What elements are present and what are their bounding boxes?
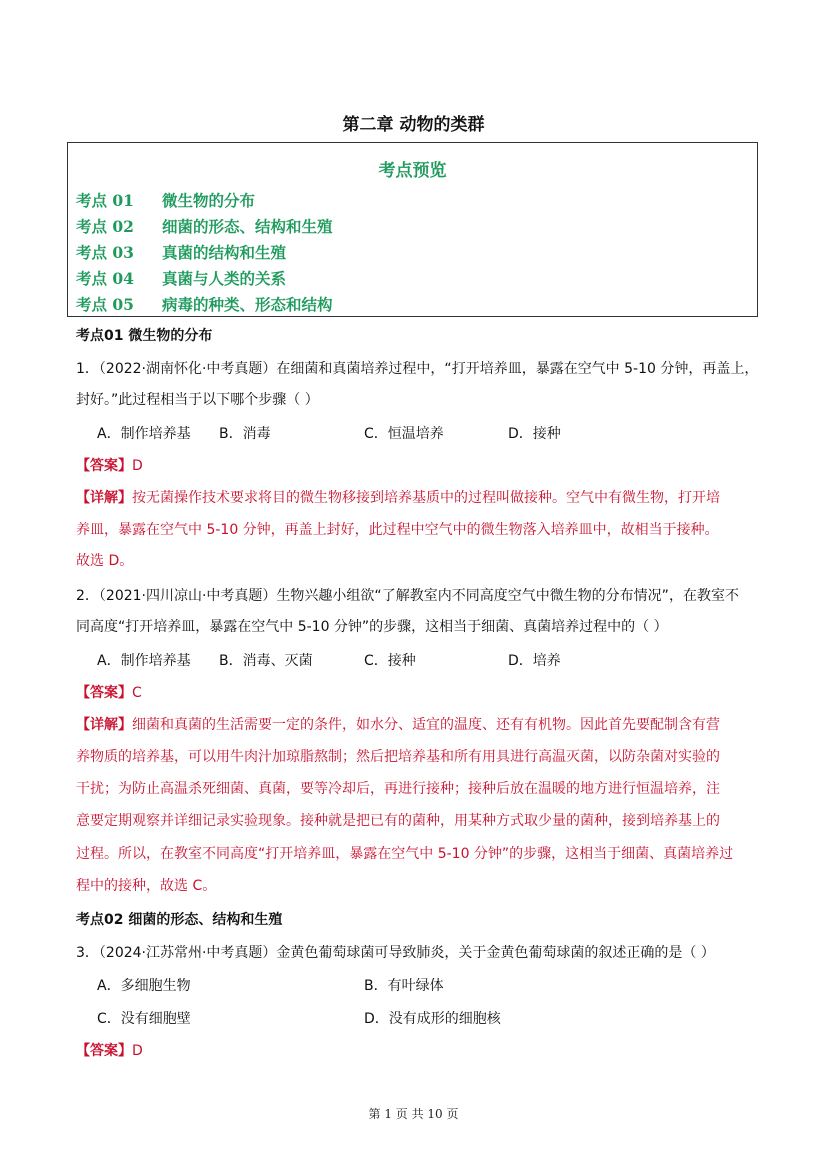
preview-item-label: 考点 04 — [76, 269, 134, 288]
section-heading: 考点02 细菌的形态、结构和生殖 — [76, 912, 283, 928]
answer-value: D — [132, 1043, 143, 1059]
detail-text: 按无菌操作技术要求将目的微生物移接到培养基质中的过程叫做接种。空气中有微生物，打开培 — [132, 490, 720, 506]
question-2-stem: 2．（2021·四川凉山·中考真题）生物兴趣小组欲“了解教室内不同高度空气中微生物的分布情况”，在教室不 — [76, 588, 739, 604]
preview-item-text: 真菌与人类的关系 — [162, 269, 287, 288]
answer-value: C — [132, 685, 142, 701]
answer-value: D — [132, 458, 143, 474]
question-2-option-a: A．制作培养基 — [97, 653, 191, 669]
question-1-option-b: B．消毒 — [219, 426, 271, 442]
question-2-option-d: D．培养 — [508, 653, 561, 669]
answer-label: 【答案】 — [76, 458, 132, 474]
preview-box — [67, 142, 758, 317]
preview-item-text: 病毒的种类、形态和结构 — [162, 295, 333, 314]
question-2-detail-cont: 干扰；为防止高温杀死细菌、真菌，要等冷却后，再进行接种；接种后放在温暖的地方进行恒温培养，注 — [76, 781, 720, 797]
detail-text: 细菌和真菌的生活需要一定的条件，如水分、适宜的温度、还有有机物。因此首先要配制含有营 — [132, 717, 720, 733]
preview-item-label: 考点 02 — [76, 217, 134, 236]
answer-label: 【答案】 — [76, 685, 132, 701]
question-3-option-a: A．多细胞生物 — [97, 978, 191, 994]
question-1-detail-cont: 故选 D。 — [76, 553, 134, 569]
question-2-option-b: B．消毒、灭菌 — [219, 653, 313, 669]
page-footer: 第 1 页 共 10 页 — [368, 1107, 459, 1121]
preview-item-text: 细菌的形态、结构和生殖 — [162, 217, 333, 236]
question-3-option-b: B．有叶绿体 — [364, 978, 444, 994]
question-1-answer — [76, 456, 143, 476]
answer-label: 【答案】 — [76, 1043, 132, 1059]
question-1-detail-cont: 养皿，暴露在空气中 5-10 分钟，再盖上封好，此过程中空气中的微生物落入培养皿中，故相当于接种。 — [76, 522, 719, 538]
question-2-detail-cont: 过程。所以，在教室不同高度“打开培养皿，暴露在空气中 5-10 分钟”的步骤，这相当于细菌、真菌培养过 — [76, 846, 734, 862]
preview-item — [76, 267, 286, 289]
question-2-answer — [76, 683, 142, 703]
preview-item — [76, 215, 333, 237]
preview-item-text: 真菌的结构和生殖 — [162, 243, 287, 262]
question-2-option-c: C．接种 — [364, 653, 416, 669]
question-1-option-d: D．接种 — [508, 426, 561, 442]
preview-item — [76, 293, 333, 315]
question-3-option-d: D．没有成形的细胞核 — [364, 1011, 501, 1027]
question-2-detail — [76, 715, 720, 735]
question-1-detail — [76, 488, 720, 508]
question-3-option-c: C．没有细胞壁 — [97, 1011, 191, 1027]
detail-label: 【详解】 — [76, 490, 132, 506]
question-2-detail-cont: 程中的接种，故选 C。 — [76, 878, 217, 894]
preview-item — [76, 189, 255, 211]
preview-item — [76, 241, 286, 263]
preview-item-label: 考点 05 — [76, 295, 134, 314]
question-1-stem-cont: 封好。”此过程相当于以下哪个步骤（ ） — [76, 392, 319, 408]
chapter-title: 第二章 动物的类群 — [342, 115, 485, 135]
question-2-detail-cont: 养物质的培养基，可以用牛肉汁加琼脂熬制；然后把培养基和所有用具进行高温灭菌，以防杂菌对实验的 — [76, 749, 720, 765]
preview-heading: 考点预览 — [378, 161, 447, 181]
question-1-stem: 1．（2022·湖南怀化·中考真题）在细菌和真菌培养过程中，“打开培养皿，暴露在空气中 5-10 分钟，再盖上， — [76, 361, 759, 377]
question-3-answer — [76, 1041, 143, 1061]
question-2-stem-cont: 同高度“打开培养皿，暴露在空气中 5-10 分钟”的步骤，这相当于细菌、真菌培养过程中的（ ） — [76, 619, 668, 635]
preview-item-label: 考点 03 — [76, 243, 134, 262]
preview-item-text: 微生物的分布 — [162, 191, 256, 210]
question-1-option-a: A．制作培养基 — [97, 426, 191, 442]
question-3-stem: 3．（2024·江苏常州·中考真题）金黄色葡萄球菌可导致肺炎，关于金黄色葡萄球菌的叙述正确的是（ ） — [76, 945, 715, 961]
preview-item-label: 考点 01 — [76, 191, 134, 210]
detail-label: 【详解】 — [76, 717, 132, 733]
section-heading: 考点01 微生物的分布 — [76, 328, 213, 344]
question-1-option-c: C．恒温培养 — [364, 426, 444, 442]
question-2-detail-cont: 意要定期观察并详细记录实验现象。接种就是把已有的菌种，用某种方式取少量的菌种，接到培养基上的 — [76, 813, 720, 829]
